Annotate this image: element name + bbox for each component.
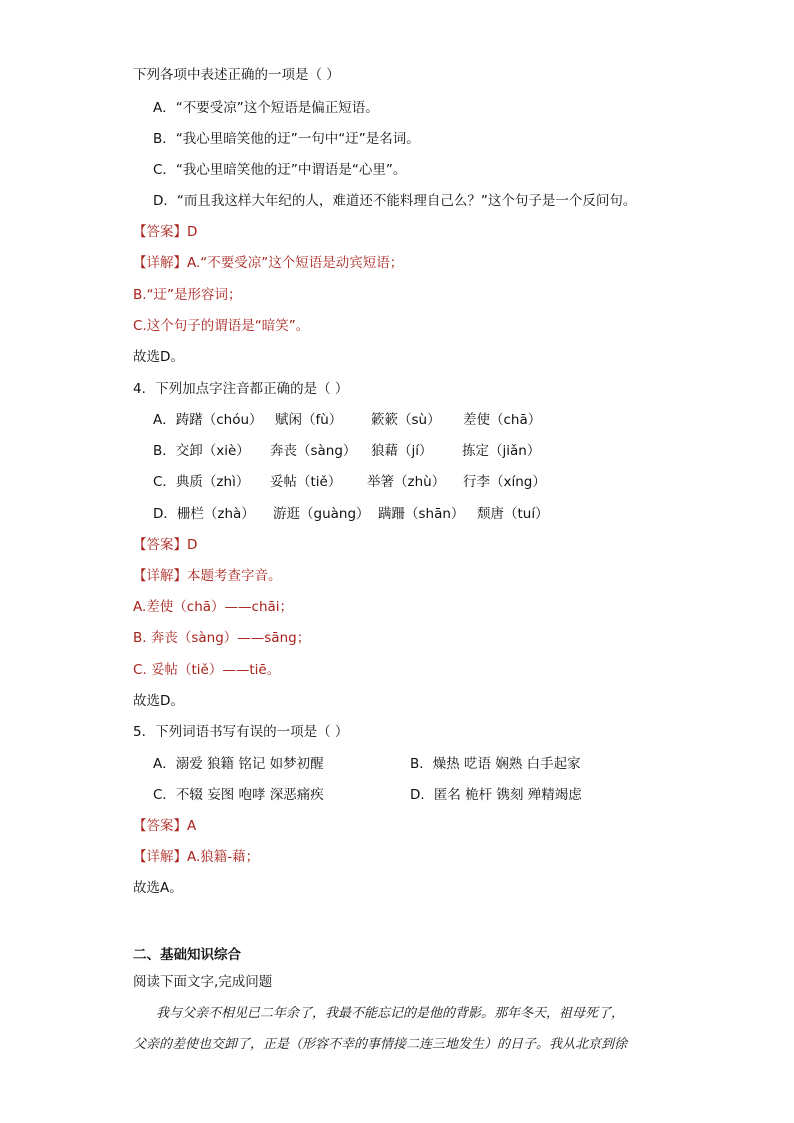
q5-option-a: A．溺爱 狼籍 铭记 如梦初醒 bbox=[153, 756, 324, 772]
q4-row-a-item-4: 差使（chā） bbox=[463, 412, 542, 428]
q5-detail bbox=[133, 848, 259, 866]
q5-stem: 5．下列词语书写有误的一项是（ ） bbox=[133, 724, 349, 740]
q4-row-c-item-3: 举箸（zhù） bbox=[367, 474, 446, 490]
q5-option-d: D．匿名 桅杆 镌刻 殚精竭虑 bbox=[410, 787, 582, 803]
q4-row-c-item-2: 妥帖（tiě） bbox=[270, 474, 342, 490]
q4-row-d-item-3: 蹒跚（shān） bbox=[378, 506, 465, 522]
q3-option-c: C．“我心里暗笑他的迂”中谓语是“心里”。 bbox=[153, 162, 407, 178]
q3-stem: 下列各项中表述正确的一项是（ ） bbox=[133, 67, 340, 83]
q4-row-b-item-2: 奔丧（sàng） bbox=[270, 443, 357, 459]
q4-answer bbox=[133, 536, 197, 554]
q4-row-a-item-1: A．踌躇（chóu） bbox=[153, 412, 263, 428]
answer-tag: 【答案】 bbox=[133, 818, 187, 834]
detail-tag: 【详解】 bbox=[133, 849, 187, 865]
q4-row-a-item-3: 簌簌（sù） bbox=[371, 412, 441, 428]
answer-tag: 【答案】 bbox=[133, 537, 187, 553]
q5-conclusion: 故选A。 bbox=[133, 880, 183, 896]
section-instruction: 阅读下面文字,完成问题 bbox=[133, 974, 273, 990]
q4-detail-c: C. 妥帖（tiě）——tiē。 bbox=[133, 662, 281, 678]
q4-row-a-item-2: 赋闲（fù） bbox=[275, 412, 343, 428]
q3-conclusion: 故选D。 bbox=[133, 349, 184, 365]
q4-detail-a: A.差使（chā）——chāi； bbox=[133, 599, 294, 615]
q3-answer bbox=[133, 223, 197, 241]
q3-option-b: B．“我心里暗笑他的迂”一句中“迂”是名词。 bbox=[153, 131, 420, 147]
section-title: 二、基础知识综合 bbox=[133, 947, 241, 963]
detail-text: A.“不要受凉”这个短语是动宾短语； bbox=[187, 255, 404, 271]
q3-detail bbox=[133, 254, 403, 272]
detail-tag: 【详解】 bbox=[133, 255, 187, 271]
q4-row-b-item-4: 拣定（jiǎn） bbox=[462, 443, 541, 459]
q4-detail bbox=[133, 567, 282, 585]
q3-option-d: D．“而且我这样大年纪的人，难道还不能料理自己么？”这个句子是一个反问句。 bbox=[153, 193, 637, 209]
passage-line-1: 我与父亲不相见已二年余了，我最不能忘记的是他的背影。那年冬天，祖母死了， bbox=[156, 1006, 625, 1021]
answer-value: D bbox=[187, 537, 198, 553]
q4-row-c-item-4: 行李（xíng） bbox=[463, 474, 546, 490]
q4-conclusion: 故选D。 bbox=[133, 693, 184, 709]
detail-text: A.狼籍-藉； bbox=[187, 849, 260, 865]
answer-tag: 【答案】 bbox=[133, 224, 187, 240]
q3-option-a: A．“不要受凉”这个短语是偏正短语。 bbox=[153, 100, 379, 116]
q5-option-c: C．不辍 妄图 咆哮 深恶痛疾 bbox=[153, 787, 324, 803]
q5-answer bbox=[133, 817, 196, 835]
q4-row-c-item-1: C．典质（zhì） bbox=[153, 474, 250, 490]
detail-text: 本题考查字音。 bbox=[187, 568, 282, 584]
q4-row-d-item-4: 颓唐（tuí） bbox=[477, 506, 549, 522]
q4-row-d-item-1: D．栅栏（zhà） bbox=[153, 506, 255, 522]
q4-row-b-item-3: 狼藉（jí） bbox=[371, 443, 433, 459]
answer-value: A bbox=[187, 818, 197, 834]
answer-value: D bbox=[187, 224, 198, 240]
q5-option-b: B．燥热 呓语 娴熟 白手起家 bbox=[410, 756, 581, 772]
q4-row-b-item-1: B．交卸（xiè） bbox=[153, 443, 250, 459]
q3-detail-c: C.这个句子的谓语是“暗笑”。 bbox=[133, 318, 310, 334]
q3-detail-b: B.“迂”是形容词； bbox=[133, 287, 242, 303]
q4-detail-b: B. 奔丧（sàng）——sāng； bbox=[133, 630, 311, 646]
detail-tag: 【详解】 bbox=[133, 568, 187, 584]
passage-line-2: 父亲的差使也交卸了，正是（形容不幸的事情接二连三地发生）的日子。我从北京到徐 bbox=[133, 1037, 628, 1052]
q4-row-d-item-2: 游逛（guàng） bbox=[273, 506, 370, 522]
q4-stem: 4．下列加点字注音都正确的是（ ） bbox=[133, 381, 349, 397]
